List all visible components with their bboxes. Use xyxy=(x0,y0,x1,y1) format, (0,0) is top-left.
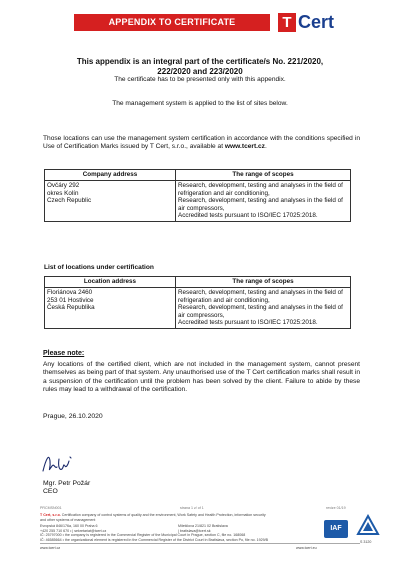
footer-desc-1: Certification company of control systems of quality and the environment, Work Safety and Health Protection, information security xyxy=(61,513,266,517)
scope-cell xyxy=(176,288,351,329)
usage-suffix: . xyxy=(264,143,267,151)
footer-contact-prague: +420 255 710 670 • | sekretariat@tcert.cz xyxy=(40,528,107,533)
signer-name: Mgr. Petr Požár xyxy=(43,480,91,487)
scope-item: Research, development, testing and analyses in the field of refrigeration and air conditioning, xyxy=(178,289,343,304)
company-address-header: Company address xyxy=(45,170,176,181)
footer-desc-2: and other systems of management xyxy=(40,517,96,522)
footer-prague xyxy=(40,524,180,533)
usage-text: Those locations can use the management system certification in accordance with the conditions specified in Use of Certification Marks issued by T Cert, s.r.o., available at xyxy=(43,135,360,151)
document-title xyxy=(40,57,360,76)
scope-item: Accredited tests pursuant to ISO/IEC 17025:2018. xyxy=(178,212,318,220)
address-line: okres Kolín xyxy=(47,189,79,197)
signer-role: CEO xyxy=(43,488,58,496)
scope-item: Research, development, testing and analyses in the field of refrigeration and air conditioning, xyxy=(178,182,343,197)
signature-image xyxy=(40,451,74,477)
footer-divider xyxy=(40,543,360,544)
location-address-table xyxy=(44,276,351,329)
tcert-url-link[interactable]: www.tcert.cz xyxy=(224,143,265,151)
tcert-logo-text: Cert xyxy=(298,12,335,32)
scope-item: Accredited tests pursuant to ISO/IEC 17025:2018. xyxy=(178,319,318,327)
register-cz: IČ: 25797000 • the company is registered in the Commercial Register of the Municipal Court in Prague, section C, file no. 168068 xyxy=(40,533,246,537)
tcert-logo-icon: T xyxy=(278,13,296,32)
title-line-2: 222/2020 and 223/2020 xyxy=(157,66,243,76)
footer-registers xyxy=(40,533,320,542)
note-text: Any locations of the certified client, which are not included in the management system, cannot present themselves as being part of that system. Any unauthorised use of the T Cert certification marks shall result in a suspension of the certification until the problem has been solved by the client. Failure to abide by these rules may lead to a withdrawal of the certification. xyxy=(43,361,360,393)
footer-company-info xyxy=(40,513,320,522)
footer-addr-prague: Evropská 846/176a, 160 00 Praha 6 xyxy=(40,524,98,528)
iaf-logo-icon: IAF xyxy=(324,520,348,538)
address-line: Czech Republic xyxy=(47,197,92,205)
scope-cell xyxy=(176,181,351,222)
footer-addr-bratislava: Miletičova 21/821 02 Bratislava xyxy=(178,524,228,528)
scope-item: Research, development, testing and analyses in the field of air compressors, xyxy=(178,197,343,212)
location-address-cell xyxy=(45,288,176,329)
address-line: Floriánova 2460 xyxy=(47,289,93,296)
scope-header: The range of scopes xyxy=(176,170,351,181)
note-heading: Please note: xyxy=(43,350,85,357)
page-number: strana 1 z/ of 1 xyxy=(180,506,204,510)
register-sk: IČ: 46585664 • the organizational element is registered in the Commercial Register of the District Court in Bratislava, section Po, file no. 1929/B xyxy=(40,537,268,542)
footer-contact-bratislava: | bratislava@tcert.sk xyxy=(178,528,211,533)
footer-web-cz[interactable]: www.tcert.cz xyxy=(40,546,61,550)
doc-code: PRCMSN001 xyxy=(40,506,62,510)
accreditation-number: S 3120 xyxy=(360,540,372,544)
signer-block xyxy=(43,480,90,497)
title-line-1: This appendix is an integral part of the certificate/s No. 221/2020, xyxy=(76,57,324,66)
footer-bratislava xyxy=(178,524,318,533)
address-line: 253 01 Hostivice xyxy=(47,296,94,304)
footer-web-eu[interactable]: www.tcert.eu xyxy=(296,546,317,550)
usage-paragraph xyxy=(43,135,360,152)
company-address-cell xyxy=(45,181,176,222)
footer-company-name: T Cert, s.r.o. xyxy=(40,513,61,517)
accreditation-triangle-icon xyxy=(356,514,380,538)
appendix-banner: APPENDIX TO CERTIFICATE xyxy=(74,14,270,31)
company-address-table xyxy=(44,169,351,222)
locations-heading: List of locations under certification xyxy=(44,264,154,271)
subtitle: The certificate has to be presented only with this appendix. xyxy=(114,76,286,83)
scope-header: The range of scopes xyxy=(176,277,351,288)
revision: revize 01/19 xyxy=(326,506,346,510)
intro-text: The management system is applied to the list of sites below. xyxy=(112,100,288,107)
place-date: Prague, 26.10.2020 xyxy=(43,413,103,420)
address-line: Česká Republika xyxy=(47,304,95,312)
scope-item: Research, development, testing and analyses in the field of air compressors, xyxy=(178,304,343,319)
address-line: Ovčáry 292 xyxy=(47,182,80,189)
location-address-header: Location address xyxy=(45,277,176,288)
